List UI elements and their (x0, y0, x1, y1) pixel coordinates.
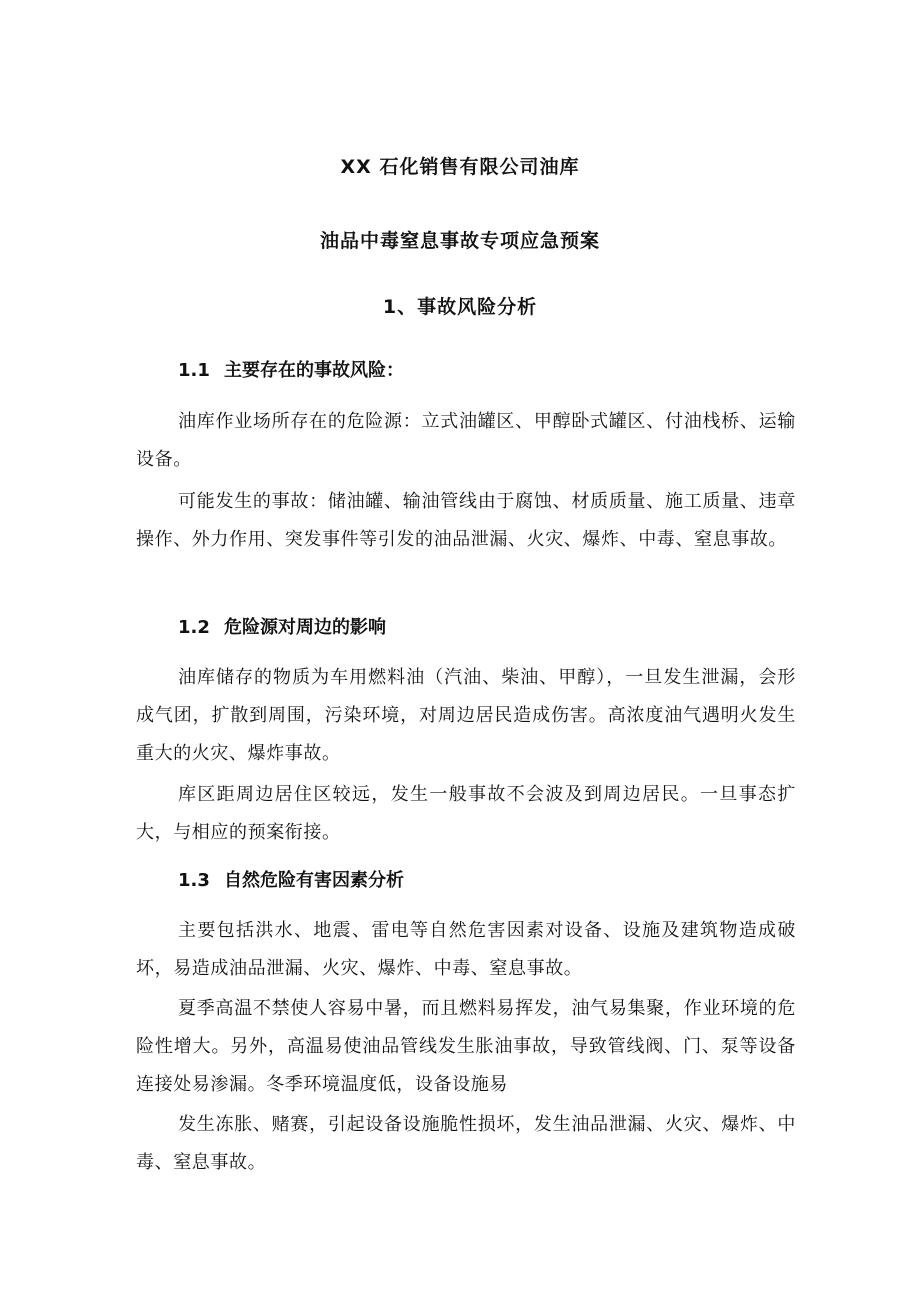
subsection-number: 1.2 (178, 617, 210, 638)
company-title: XX 石化销售有限公司油库 (340, 156, 580, 178)
subsection-heading-1-2 (178, 613, 386, 639)
paragraph-frost-damage: 发生冻胀、赌赛，引起设备设施脆性损坏，发生油品泄漏、火灾、爆炸、中毒、窒息事故。 (136, 1114, 796, 1173)
subsection-label: 危险源对周边的影响 (224, 617, 386, 638)
paragraph-hazard-sources: 油库作业场所存在的危险源：立式油罐区、甲醇卧式罐区、付油栈桥、运输设备。 (136, 411, 796, 470)
paragraph-residential-distance: 库区距周边居住区较远，发生一般事故不会波及到周边居民。一旦事态扩大，与相应的预案衔接。 (136, 784, 796, 843)
paragraph-temperature-effects: 夏季高温不禁使人容易中暑，而且燃料易挥发，油气易集聚，作业环境的危险性增大。另外，高温易使油品管线发生胀油事故，导致管线阀、门、泵等设备连接处易渗漏。冬季环境温度低，设备设施易 (136, 998, 796, 1095)
paragraph-stored-substances: 油库储存的物质为车用燃料油（汽油、柴油、甲醇），一旦发生泄漏，会形成气团，扩散到周围，污染环境，对周边居民造成伤害。高浓度油气遇明火发生重大的火灾、爆炸事故。 (136, 667, 796, 764)
plan-title: 油品中毒窒息事故专项应急预案 (319, 230, 600, 252)
subsection-number: 1.3 (178, 870, 210, 891)
subsection-heading-1-3 (178, 866, 404, 892)
subsection-number: 1.1 (178, 360, 210, 381)
subsection-label: 主要存在的事故风险： (224, 360, 404, 381)
subsection-label: 自然危险有害因素分析 (224, 870, 404, 891)
section-heading-1: 1、事故风险分析 (382, 296, 538, 318)
paragraph-possible-accidents: 可能发生的事故：储油罐、输油管线由于腐蚀、材质质量、施工质量、违章操作、外力作用、突发事件等引发的油品泄漏、火灾、爆炸、中毒、窒息事故。 (136, 491, 796, 550)
paragraph-natural-hazards: 主要包括洪水、地震、雷电等自然危害因素对设备、设施及建筑物造成破坏，易造成油品泄漏、火灾、爆炸、中毒、窒息事故。 (136, 920, 796, 979)
subsection-heading-1-1 (178, 356, 404, 382)
